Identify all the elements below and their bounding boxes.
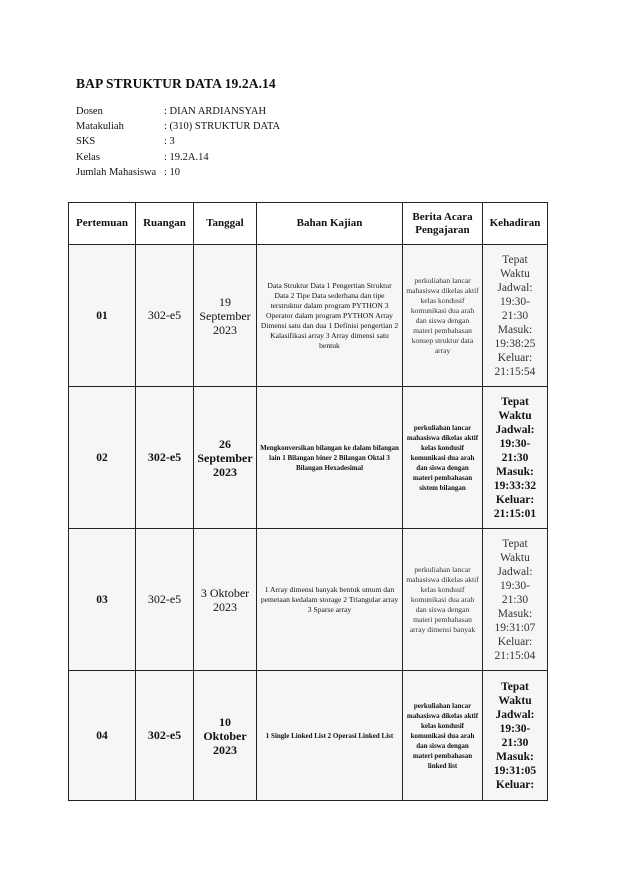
kehadiran-line: Tepat [502, 253, 528, 266]
table-row [69, 387, 548, 529]
header-bahan-kajian: Bahan Kajian [257, 203, 403, 245]
table-row [69, 529, 548, 671]
header-pertemuan: Pertemuan [69, 203, 136, 245]
bap-table [68, 202, 548, 801]
kehadiran-line: Waktu [500, 267, 530, 280]
kehadiran-line: Keluar: [495, 778, 535, 791]
kehadiran-line: 19:31:07 [494, 621, 536, 634]
table-header-row [69, 203, 548, 245]
kehadiran-line: Keluar: [495, 493, 535, 506]
info-value: : 10 [164, 166, 181, 178]
cell-berita-acara: perkuliahan lancar mahasiswa dikelas aktif kelas kondusif komunikasi dua arah dan siswa dengan materi pembahasan konsep struktur data array [403, 245, 483, 387]
info-row-sks [76, 134, 280, 149]
kehadiran-line: Waktu [498, 409, 532, 422]
info-value: : 19.2A.14 [164, 151, 209, 163]
header-ruangan: Ruangan [136, 203, 194, 245]
kehadiran-line: 19:30- [499, 295, 531, 308]
cell-bahan-kajian: Mengkonversikan bilangan ke dalam bilangan lain 1 Bilangan biner 2 Bilangan Oktal 3 Bilangan Hexadesimal [257, 387, 403, 529]
table-row [69, 671, 548, 801]
info-label: Jumlah Mahasiswa [76, 166, 157, 178]
cell-bahan-kajian: Data Struktur Data 1 Pengertian Struktur Data 2 Tipe Data sederhana dan tipe terstruktur dalam program PYTHON 3 Operator dalam program PYTHON Array Dimensi satu dan dua 1 Definisi pengertian 2 Kalasifikasi array 3 Array dimensi satu bentuk [257, 245, 403, 387]
kehadiran-line: Masuk: [497, 323, 533, 336]
kehadiran-line: 21:15:04 [494, 649, 536, 662]
kehadiran-line: 19:33:32 [493, 479, 537, 492]
cell-ruangan: 302-e5 [136, 387, 194, 529]
info-row-kelas [76, 150, 280, 165]
cell-tanggal: 26 September 2023 [194, 387, 257, 529]
kehadiran-line: 21:30 [501, 593, 529, 606]
info-label: Dosen [76, 106, 103, 117]
info-label: SKS [76, 136, 96, 148]
kehadiran-line: Waktu [498, 694, 532, 707]
cell-ruangan: 302-e5 [136, 245, 194, 387]
kehadiran-line: 21:30 [501, 736, 529, 749]
kehadiran-line: Tepat [501, 395, 529, 408]
cell-bahan-kajian: 1 Array dimensi banyak bentuk umum dan pemetaan kedalam storage 2 Triangular array 3 Sparse array [257, 529, 403, 671]
cell-pertemuan: 04 [69, 671, 136, 801]
kehadiran-line: 21:15:01 [493, 507, 537, 520]
cell-pertemuan: 02 [69, 387, 136, 529]
cell-pertemuan: 01 [69, 245, 136, 387]
kehadiran-line: 21:30 [501, 309, 529, 322]
cell-tanggal: 10 Oktober 2023 [194, 671, 257, 801]
kehadiran-line: Masuk: [496, 465, 534, 478]
kehadiran-line: Tepat [501, 680, 529, 693]
cell-kehadiran [483, 245, 548, 387]
kehadiran-line: Keluar: [497, 635, 533, 648]
cell-berita-acara: perkuliahan lancar mahasiswa dikelas aktif kelas kondusif komunikasi dua arah dan siswa dengan materi pembahasan linked list [403, 671, 483, 801]
cell-tanggal: 3 Oktober 2023 [194, 529, 257, 671]
cell-berita-acara: perkuliahan lancar mahasiswa dikelas aktif kelas kondusif komunikasi dua arah dan siswa dengan materi pembahasan sistem bilangan [403, 387, 483, 529]
info-value: : DIAN ARDIANSYAH [164, 106, 267, 117]
kehadiran-line: Masuk: [496, 750, 534, 763]
cell-kehadiran [483, 671, 548, 801]
info-label: Matakuliah [76, 121, 124, 133]
kehadiran-line: Jadwal: [497, 565, 533, 578]
kehadiran-line: Tepat [502, 537, 528, 550]
kehadiran-line: Jadwal: [497, 281, 533, 294]
header-berita-acara: Berita Acara Pengajaran [403, 203, 483, 245]
kehadiran-line: Keluar: [497, 351, 533, 364]
kehadiran-line: 19:30- [499, 579, 531, 592]
cell-ruangan: 302-e5 [136, 671, 194, 801]
cell-bahan-kajian: 1 Single Linked List 2 Operasi Linked List [257, 671, 403, 801]
kehadiran-line: 19:31:05 [493, 764, 537, 777]
kehadiran-line: 21:15:54 [494, 365, 536, 378]
kehadiran-line: 19:30- [499, 437, 531, 450]
kehadiran-line: Jadwal: [495, 708, 535, 721]
cell-ruangan: 302-e5 [136, 529, 194, 671]
info-value: : (310) STRUKTUR DATA [164, 121, 281, 133]
course-info [76, 104, 280, 180]
kehadiran-line: Waktu [500, 551, 530, 564]
kehadiran-line: 21:30 [501, 451, 529, 464]
info-label: Kelas [76, 151, 100, 163]
kehadiran-line: 19:30- [499, 722, 531, 735]
header-kehadiran: Kehadiran [483, 203, 548, 245]
kehadiran-line: Masuk: [497, 607, 533, 620]
info-row-matakuliah [76, 119, 280, 134]
kehadiran-line: Jadwal: [495, 423, 535, 436]
cell-pertemuan: 03 [69, 529, 136, 671]
header-tanggal: Tanggal [194, 203, 257, 245]
page-title: BAP STRUKTUR DATA 19.2A.14 [76, 76, 276, 91]
info-row-jumlah-mahasiswa [76, 165, 280, 180]
cell-berita-acara: perkuliahan lancar mahasiswa dikelas aktif kelas kondusif komunikasi dua arah dan siswa dengan materi pembahasan array dimensi banyak [403, 529, 483, 671]
cell-kehadiran [483, 529, 548, 671]
info-row-dosen [76, 104, 280, 119]
cell-tanggal: 19 September 2023 [194, 245, 257, 387]
cell-kehadiran [483, 387, 548, 529]
info-value: : 3 [164, 136, 175, 148]
table-row [69, 245, 548, 387]
kehadiran-line: 19:38:25 [494, 337, 536, 350]
